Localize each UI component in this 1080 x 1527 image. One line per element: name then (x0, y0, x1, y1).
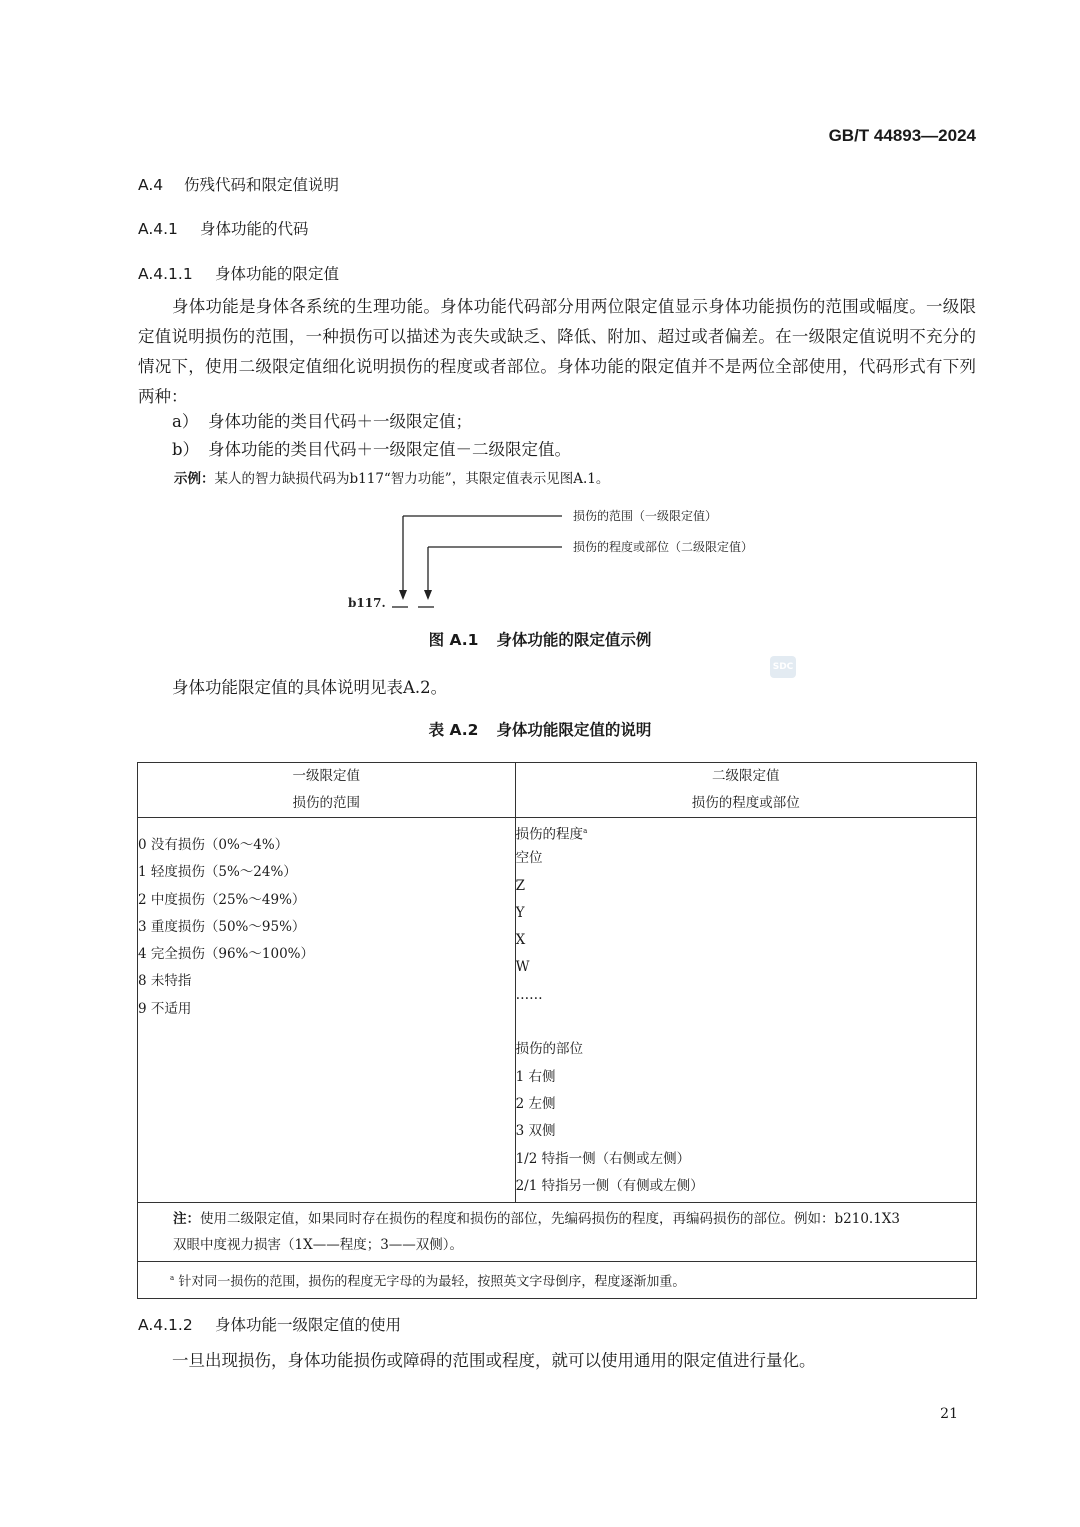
example-text: 某人的智力缺损代码为b117“智力功能”，其限定值表示见图A.1。 (214, 471, 610, 487)
header-line: 损伤的范围 (292, 795, 361, 811)
table-footnote (138, 1262, 977, 1299)
note-line: 双眼中度视力损害（1X——程度；3——双侧）。 (173, 1237, 464, 1253)
header-line: 一级限定值 (292, 768, 361, 784)
list-item: W (515, 959, 530, 976)
header-line: 二级限定值 (712, 768, 780, 784)
section-a411-heading (138, 262, 339, 284)
list-item: 4 完全损伤（96%～100%） (138, 946, 314, 963)
paragraph-table-reference: 身体功能限定值的具体说明见表A.2。 (172, 678, 448, 697)
footnote-ref: a (583, 827, 588, 835)
figure-caption (0, 628, 1080, 650)
list-text: 身体功能的类目代码＋一级限定值； (208, 412, 472, 431)
table-caption-title: 身体功能限定值的说明 (496, 721, 652, 739)
figure-caption-title: 身体功能的限定值示例 (496, 631, 652, 649)
list-item: 9 不适用 (138, 1000, 192, 1017)
footnote-mark: a (170, 1274, 175, 1282)
list-item: 2 中度损伤（25%～49%） (138, 891, 306, 908)
section-number: A.4.1 (138, 220, 178, 238)
degree-title-text: 损伤的程度 (515, 826, 584, 843)
list-item: 1 轻度损伤（5%～24%） (138, 864, 297, 881)
second-level-values (515, 818, 976, 1203)
section-title: 身体功能的代码 (200, 220, 309, 238)
list-marker: a） (172, 412, 199, 431)
header-line: 损伤的程度或部位 (691, 795, 800, 811)
qualifier-table (137, 762, 977, 1299)
list-item: 2 左侧 (515, 1095, 556, 1112)
list-item: 3 重度损伤（50%～95%） (138, 918, 306, 935)
section-a412-heading (138, 1313, 401, 1335)
list-item (172, 408, 472, 432)
example (174, 467, 609, 487)
list-item: X (515, 932, 526, 949)
paragraph-first-level-usage: 一旦出现损伤，身体功能损伤或障碍的范围或程度，就可以使用通用的限定值进行量化。 (172, 1351, 816, 1370)
table-note-row (138, 1203, 977, 1262)
footnote-text: 针对同一损伤的范围，损伤的程度无字母的为最轻，按照英文字母倒序，程度逐渐加重。 (178, 1274, 686, 1290)
table-header-row (138, 763, 977, 818)
list-text: 身体功能的类目代码＋一级限定值－二级限定值。 (208, 440, 571, 459)
figure-label-second: 损伤的程度或部位（二级限定值） (573, 540, 754, 554)
list-item: 0 没有损伤（0%～4%） (138, 837, 289, 853)
section-title: 身体功能的限定值 (215, 265, 340, 283)
list-item: 3 双侧 (515, 1123, 556, 1140)
section-title: 身体功能一级限定值的使用 (215, 1316, 402, 1334)
section-a4-heading (138, 173, 339, 195)
figure-qualifier-diagram (330, 500, 770, 615)
second-qualifier-arrow (424, 590, 432, 600)
table-body-row (138, 818, 977, 1203)
first-level-values (138, 818, 516, 1203)
note-line (173, 1206, 968, 1232)
table-caption (0, 718, 1080, 740)
list-item: 8 未特指 (138, 973, 192, 990)
figure-label-first: 损伤的范围（一级限定值） (573, 509, 718, 523)
header-first-level (138, 763, 516, 818)
table-note (138, 1203, 977, 1262)
header-second-level (515, 763, 976, 818)
section-a41-heading (138, 217, 309, 239)
list-item: …… (515, 986, 543, 1003)
list-marker: b） (172, 440, 200, 459)
figure-caption-number: 图 A.1 (428, 631, 479, 649)
section-number: A.4.1.1 (138, 265, 193, 283)
standard-code: GB/T 44893—2024 (828, 126, 976, 145)
section-title: 伤残代码和限定值说明 (184, 176, 340, 194)
list-item: 1 右侧 (515, 1068, 556, 1085)
first-qualifier-arrow (399, 590, 407, 600)
section-number: A.4 (138, 176, 164, 194)
degree-title (516, 818, 976, 845)
note-text: 使用二级限定值，如果同时存在损伤的程度和损伤的部位，先编码损伤的程度，再编码损伤的部位。例如：b210.1X3 (200, 1211, 900, 1227)
list-item: 2/1 特指另一侧（有侧或左侧） (515, 1177, 704, 1194)
spacer (516, 1009, 976, 1036)
table-footnote-row (138, 1262, 977, 1299)
location-title: 损伤的部位 (515, 1041, 584, 1058)
paragraph-body-functions: 身体功能是身体各系统的生理功能。身体功能代码部分用两位限定值显示身体功能损伤的范围或幅度。一级限定值说明损伤的范围，一种损伤可以描述为丧失或缺乏、降低、附加、超过或者偏差。在一级限定值说明不充分的情况下，使用二级限定值细化说明损伤的程度或者部位。身体功能的限定值并不是两位全部使用，代码形式有下列两种： (138, 297, 976, 406)
watermark-logo: SDC (770, 656, 796, 678)
list-item: 空位 (515, 850, 543, 867)
list-item: 1/2 特指一侧（右侧或左侧） (515, 1150, 691, 1167)
note-label: 注： (173, 1211, 200, 1227)
list-item (172, 436, 571, 460)
figure-code: b117. (348, 596, 386, 610)
list-item: Z (515, 877, 525, 894)
section-number: A.4.1.2 (138, 1316, 193, 1334)
page-number: 21 (940, 1406, 958, 1422)
table-caption-number: 表 A.2 (428, 721, 479, 739)
example-label: 示例： (174, 471, 215, 487)
list-item: Y (515, 904, 525, 921)
